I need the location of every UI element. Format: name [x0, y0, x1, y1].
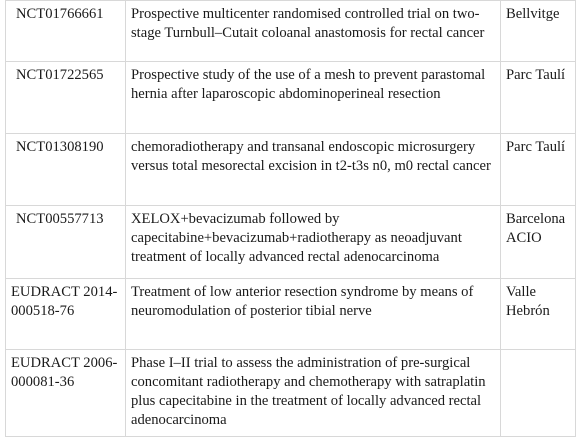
- clinical-trials-table: [5, 0, 576, 437]
- trial-description-cell: Treatment of low anterior resection syndrome by means of neuromodulation of posterior tibial nerve: [126, 279, 501, 350]
- trial-id-cell: NCT00557713: [6, 206, 126, 279]
- table-row: [6, 206, 576, 279]
- table-row: [6, 134, 576, 206]
- table-row: [6, 279, 576, 350]
- trial-description-cell: XELOX+bevacizumab followed by capecitabine+bevacizumab+radiotherapy as neoadjuvant treatment of locally advanced rectal adenocarcinoma: [126, 206, 501, 279]
- trial-description-cell: Phase I–II trial to assess the administration of pre-surgical concomitant radiotherapy and chemotherapy with satraplatin plus capecitabine in the treatment of locally advanced rectal adenocarcinoma: [126, 350, 501, 437]
- table-row: [6, 62, 576, 134]
- trial-id-cell: EUDRACT 2014-000518-76: [6, 279, 126, 350]
- trial-site-cell: Barcelona ACIO: [501, 206, 576, 279]
- trial-description-cell: Prospective multicenter randomised controlled trial on two-stage Turnbull–Cutait coloanal anastomosis for rectal cancer: [126, 1, 501, 62]
- trial-description-cell: Prospective study of the use of a mesh to prevent parastomal hernia after laparoscopic abdominoperineal resection: [126, 62, 501, 134]
- clinical-trials-table-container: [5, 0, 575, 437]
- trial-site-cell: Bellvitge: [501, 1, 576, 62]
- trial-id-cell: NCT01722565: [6, 62, 126, 134]
- trial-site-cell: [501, 350, 576, 437]
- trial-id-cell: EUDRACT 2006-000081-36: [6, 350, 126, 437]
- trial-site-cell: Valle Hebrón: [501, 279, 576, 350]
- trial-id-cell: NCT01308190: [6, 134, 126, 206]
- table-row: [6, 1, 576, 62]
- trial-id-cell: NCT01766661: [6, 1, 126, 62]
- trial-site-cell: Parc Taulí: [501, 134, 576, 206]
- table-row: [6, 350, 576, 437]
- trial-description-cell: chemoradiotherapy and transanal endoscopic microsurgery versus total mesorectal excision in t2-t3s n0, m0 rectal cancer: [126, 134, 501, 206]
- trial-site-cell: Parc Taulí: [501, 62, 576, 134]
